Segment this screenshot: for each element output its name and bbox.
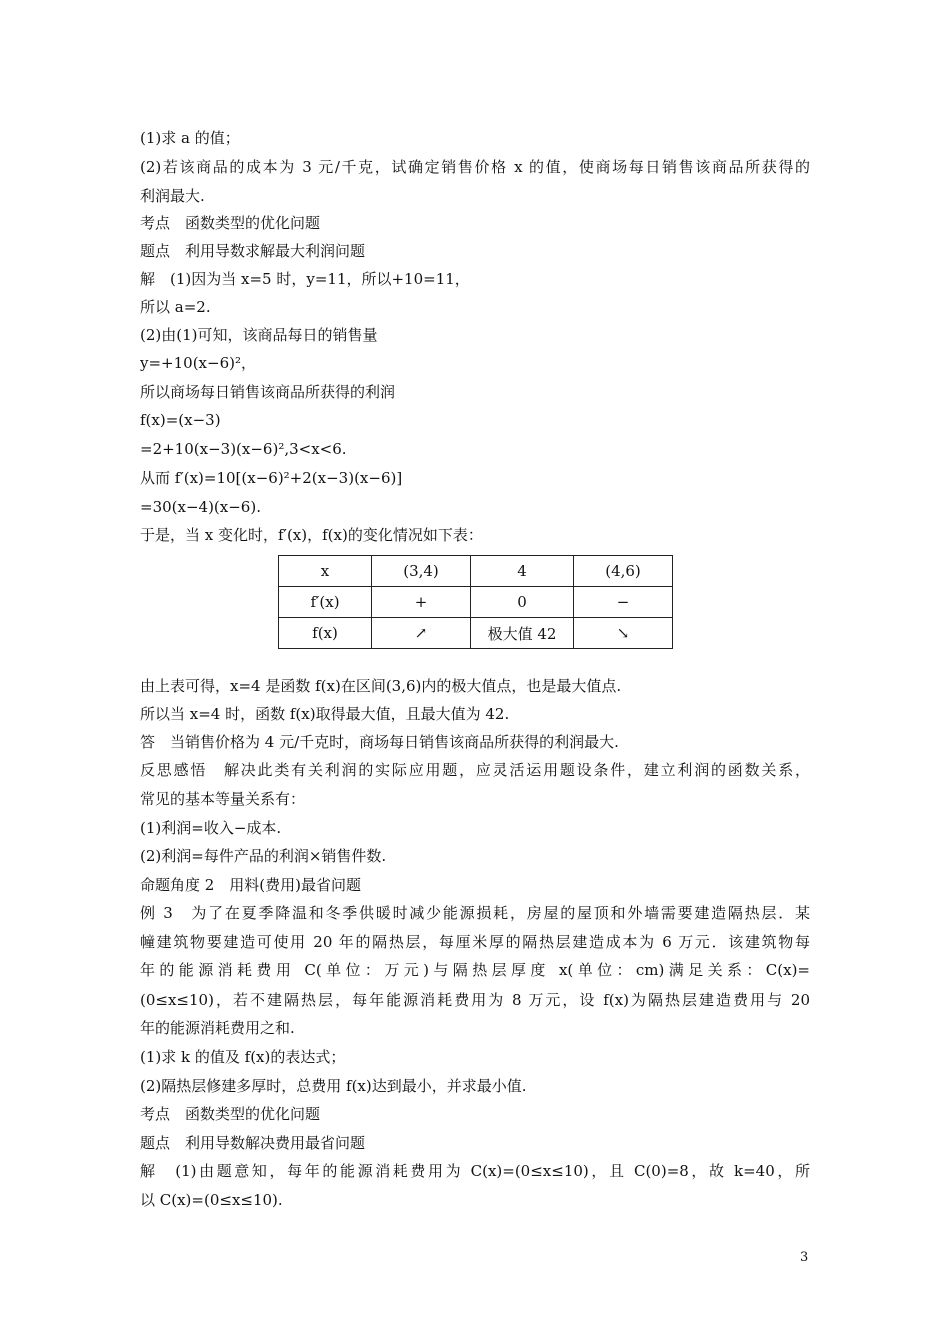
table-cell: + [372, 587, 471, 618]
table-cell: 极大值 42 [471, 618, 574, 649]
text-line: (1)求 a 的值； [140, 129, 240, 147]
table-cell: x [279, 556, 372, 587]
text-line: 所以商场每日销售该商品所获得的利润 [140, 383, 396, 401]
table-cell: (3,4) [372, 556, 471, 587]
table-cell: f′(x) [279, 587, 372, 618]
text-line: =30(x−4)(x−6). [140, 498, 261, 516]
text-line: 利润最大. [140, 187, 205, 205]
text-line: 考点 函数类型的优化问题 [140, 214, 321, 232]
text-line: 题点 利用导数求解最大利润问题 [140, 242, 366, 260]
text-line: (2)由(1)可知，该商品每日的销售量 [140, 326, 378, 344]
text-line: 解 (1)因为当 x=5 时，y=11，所以+10=11， [140, 270, 470, 288]
text-line: 所以当 x=4 时，函数 f(x)取得最大值，且最大值为 42. [140, 705, 510, 723]
text-line: (2)利润=每件产品的利润×销售件数. [140, 847, 387, 865]
text-line: 年的能源消耗费用之和. [140, 1019, 295, 1037]
text-line: =2+10(x−3)(x−6)²,3<x<6. [140, 440, 347, 458]
table-cell: (4,6) [574, 556, 673, 587]
table-cell: f(x) [279, 618, 372, 649]
text-line: 常见的基本等量关系有： [140, 790, 306, 808]
table-cell: 4 [471, 556, 574, 587]
table-cell: 0 [471, 587, 574, 618]
text-line: 命题角度 2 用料(费用)最省问题 [140, 876, 362, 894]
table-cell: − [574, 587, 673, 618]
text-line: 所以 a=2. [140, 298, 211, 316]
text-line: 于是，当 x 变化时，f′(x)，f(x)的变化情况如下表： [140, 526, 483, 544]
table-row [279, 556, 673, 587]
text-line: (1)利润=收入−成本. [140, 819, 282, 837]
text-line: 答 当销售价格为 4 元/千克时，商场每日销售该商品所获得的利润最大. [140, 733, 619, 751]
text-line: 考点 函数类型的优化问题 [140, 1105, 321, 1123]
table-cell: ↘ [574, 618, 673, 649]
page-number: 3 [800, 1250, 809, 1265]
text-line: (1)求 k 的值及 f(x)的表达式； [140, 1048, 346, 1066]
variation-table [278, 555, 673, 649]
text-line: (2)隔热层修建多厚时，总费用 f(x)达到最小，并求最小值. [140, 1077, 527, 1095]
text-line: y=+10(x−6)²， [140, 354, 256, 372]
table-row [279, 618, 673, 649]
text-line: 年的能源消耗费用 C(单位：万元)与隔热层厚度 x(单位：cm)满足关系：C(x)= [140, 961, 810, 979]
text-line: 以 C(x)=(0≤x≤10). [140, 1191, 283, 1209]
text-line: (2)若该商品的成本为 3 元/千克，试确定销售价格 x 的值，使商场每日销售该商品所获得的 [140, 158, 810, 176]
text-line: 题点 利用导数解决费用最省问题 [140, 1134, 366, 1152]
text-line: 反思感悟 解决此类有关利润的实际应用题，应灵活运用题设条件，建立利润的函数关系， [140, 761, 810, 779]
text-line: 由上表可得，x=4 是函数 f(x)在区间(3,6)内的极大值点，也是最大值点. [140, 677, 622, 695]
text-line: (0≤x≤10)，若不建隔热层，每年能源消耗费用为 8 万元，设 f(x)为隔热层建造费用与 20 [140, 991, 810, 1009]
table-cell: ↗ [372, 618, 471, 649]
text-line: f(x)=(x−3) [140, 411, 221, 429]
text-line: 幢建筑物要建造可使用 20 年的隔热层，每厘米厚的隔热层建造成本为 6 万元．该建筑物每 [140, 933, 810, 951]
text-line: 例 3 为了在夏季降温和冬季供暖时减少能源损耗，房屋的屋顶和外墙需要建造隔热层．某 [140, 904, 810, 922]
text-line: 从而 f′(x)=10[(x−6)²+2(x−3)(x−6)] [140, 469, 403, 487]
table-row [279, 587, 673, 618]
text-line: 解 (1)由题意知，每年的能源消耗费用为 C(x)=(0≤x≤10)，且 C(0)=8，故 k=40，所 [140, 1162, 810, 1180]
